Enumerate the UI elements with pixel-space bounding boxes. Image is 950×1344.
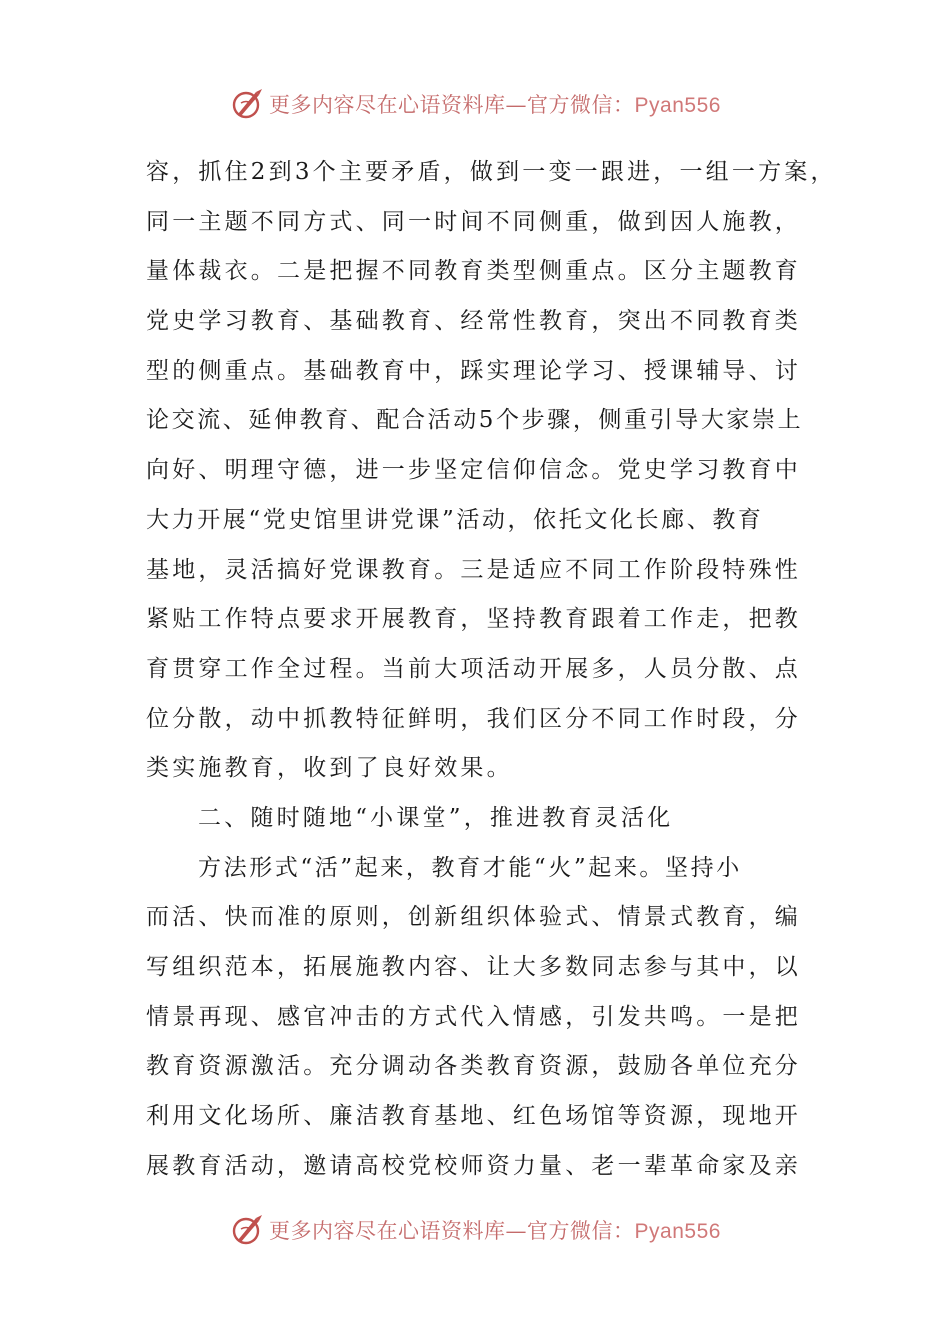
body-line: 写组织范本，拓展施教内容、让大多数同志参与其中，以: [146, 954, 801, 980]
body-line: 论交流、延伸教育、配合活动5个步骤，侧重引导大家崇上: [146, 407, 804, 434]
body-line: 展教育活动，邀请高校党校师资力量、老一辈革命家及亲: [146, 1152, 801, 1179]
header-banner-text: 更多内容尽在心语资料库—官方微信：Pyan556: [269, 93, 721, 117]
body-line: 情景再现、感官冲击的方式代入情感，引发共鸣。一是把: [146, 1003, 801, 1030]
body-line: 型的侧重点。基础教育中，踩实理论学习、授课辅导、讨: [146, 357, 801, 384]
paragraph-first-line: 方法形式“活”起来，教育才能“火”起来。坚持小: [198, 854, 742, 881]
body-line: 类实施教育，收到了良好效果。: [146, 755, 513, 782]
section-heading: 二、随时随地“小课堂”，推进教育灵活化: [198, 804, 674, 831]
body-line: 利用文化场所、廉洁教育基地、红色场馆等资源，现地开: [146, 1103, 801, 1130]
quill-logo-icon: [229, 86, 265, 122]
body-line: 基地，灵活搞好党课教育。三是适应不同工作阶段特殊性: [146, 556, 801, 583]
body-line: 量体裁衣。二是把握不同教育类型侧重点。区分主题教育: [146, 258, 801, 285]
header-wechat-id: Pyan556: [634, 94, 721, 117]
header-banner: [0, 84, 950, 124]
quill-logo-icon: [229, 1212, 265, 1248]
body-line: 育贯穿工作全过程。当前大项活动开展多，人员分散、点: [146, 655, 801, 682]
body-line: 紧贴工作特点要求开展教育，坚持教育跟着工作走，把教: [146, 606, 801, 633]
footer-banner: [0, 1210, 950, 1250]
document-body: [146, 148, 837, 1191]
body-line: 而活、快而准的原则，创新组织体验式、情景式教育，编: [146, 904, 801, 931]
body-line: 向好、明理守德，进一步坚定信仰信念。党史学习教育中: [146, 457, 801, 484]
body-line: 教育资源激活。充分调动各类教育资源，鼓励各单位充分: [146, 1053, 801, 1080]
body-line: 党史学习教育、基础教育、经常性教育，突出不同教育类: [146, 308, 801, 335]
body-line: 容，抓住2到3个主要矛盾，做到一变一跟进，一组一方案，: [146, 159, 837, 185]
body-line: 大力开展“党史馆里讲党课”活动，依托文化长廊、教育: [146, 506, 764, 533]
footer-wechat-id: Pyan556: [634, 1220, 721, 1243]
footer-banner-text: 更多内容尽在心语资料库—官方微信：Pyan556: [269, 1219, 721, 1243]
body-line: 同一主题不同方式、同一时间不同侧重，做到因人施教，: [146, 208, 801, 235]
body-line: 位分散，动中抓教特征鲜明，我们区分不同工作时段，分: [146, 705, 801, 732]
